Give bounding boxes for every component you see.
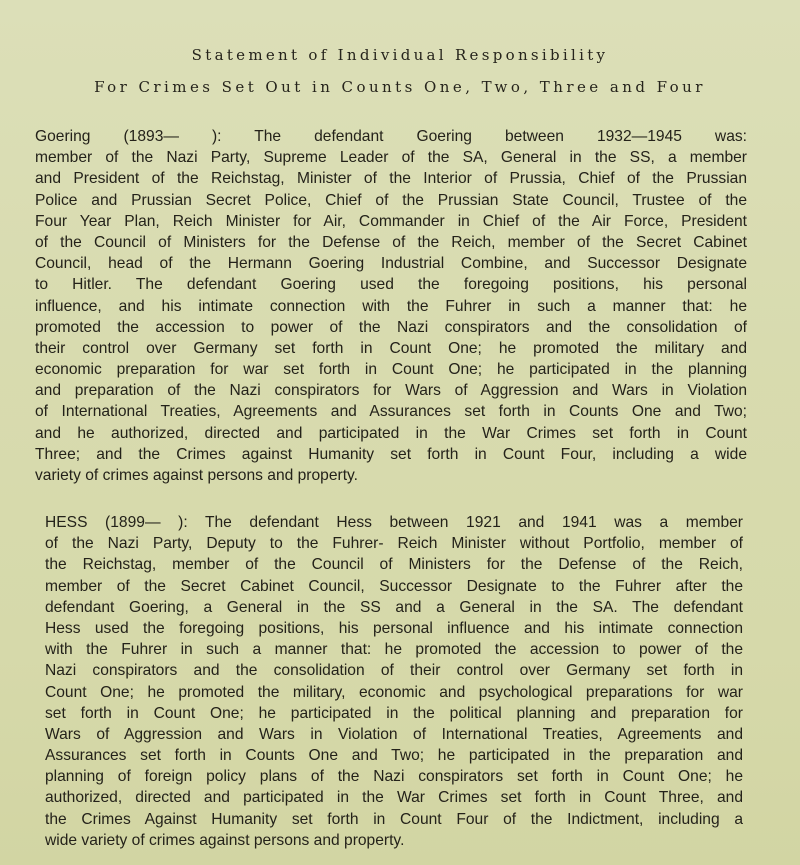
text-line: Three; and the Crimes against Humanity set forth in Count Four, including a wide [35,445,747,463]
text-line: with the Fuhrer in such a manner that: he promoted the accession to power of the [45,641,743,659]
text-line: promoted the accession to power of the Nazi conspirators and the consolidation of [35,318,747,336]
text-line: Four Year Plan, Reich Minister for Air, Commander in Chief of the Air Force, President [35,212,747,230]
text-line: Hess used the foregoing positions, his personal influence and his intimate connection [45,619,743,637]
text-line: economic preparation for war set forth in Count One; he participated in the planning [35,361,747,379]
text-line: defendant Goering, a General in the SS and a General in the SA. The defendant [45,598,743,616]
paragraph-goering [35,126,747,486]
text-line: Assurances set forth in Counts One and Two; he participated in the preparation and [45,747,743,765]
text-line: and he authorized, directed and participated in the War Crimes set forth in Count [35,424,747,442]
text-line: wide variety of crimes against persons and property. [45,831,405,849]
text-line: influence, and his intimate connection with the Fuhrer in such a manner that: he [35,297,747,315]
text-line: member of the Secret Cabinet Council, Successor Designate to the Fuhrer after the [45,577,743,595]
text-line: their control over Germany set forth in Count One; he promoted the military and [35,339,747,357]
text-line: Nazi conspirators and the consolidation of their control over Germany set forth in [45,662,743,680]
text-line: Police and Prussian Secret Police, Chief of the Prussian State Council, Trustee of the [35,191,747,209]
text-line: member of the Nazi Party, Supreme Leader of the SA, General in the SS, a member [35,149,747,167]
text-line: to Hitler. The defendant Goering used the foregoing positions, his personal [35,276,747,294]
text-line: Count One; he promoted the military, economic and psychological preparations for war [45,683,743,701]
document-subtitle: For Crimes Set Out in Counts One, Two, Three and Four [94,78,706,96]
text-line: of the Council of Ministers for the Defense of the Reich, member of the Secret Cabinet [35,233,747,251]
paragraph-hess [45,512,743,851]
text-line: planning of foreign policy plans of the Nazi conspirators set forth in Count One; he [45,768,743,786]
text-line: set forth in Count One; he participated in the political planning and preparation for [45,704,743,722]
text-line: the Reichstag, member of the Council of Ministers for the Defense of the Reich, [45,556,743,574]
text-line: Goering (1893— ): The defendant Goering between 1932—1945 was: [35,128,747,145]
text-line: variety of crimes against persons and property. [35,467,358,484]
text-line: Wars of Aggression and Wars in Violation of International Treaties, Agreements and [45,725,743,743]
text-line: authorized, directed and participated in the War Crimes set forth in Count Three, and [45,789,743,807]
text-line: and preparation of the Nazi conspirators for Wars of Aggression and Wars in Violation [35,382,747,400]
text-line: the Crimes Against Humanity set forth in Count Four of the Indictment, including a [45,810,743,828]
text-line: Council, head of the Hermann Goering Industrial Combine, and Successor Designate [35,255,747,273]
text-line: HESS (1899— ): The defendant Hess between 1921 and 1941 was a member [45,514,743,531]
text-line: of International Treaties, Agreements and Assurances set forth in Counts One and Two; [35,403,747,421]
text-line: of the Nazi Party, Deputy to the Fuhrer- Reich Minister without Portfolio, member of [45,535,743,553]
text-line: and President of the Reichstag, Minister of the Interior of Prussia, Chief of the Prussian [35,170,747,188]
document-title: Statement of Individual Responsibility [191,46,609,64]
